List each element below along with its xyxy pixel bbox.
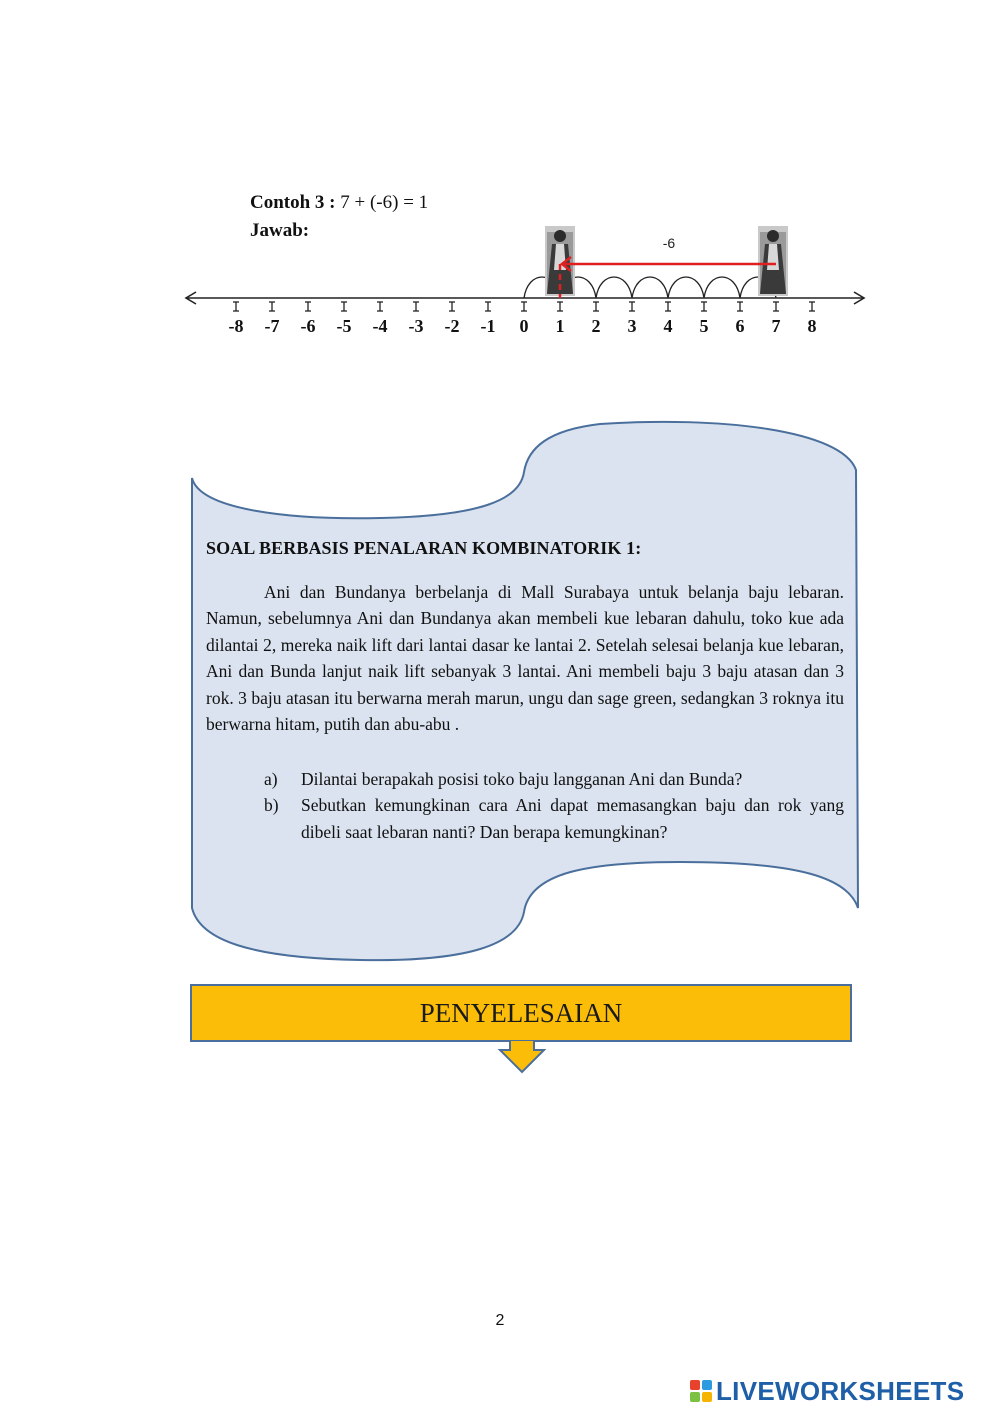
solution-label: PENYELESAIAN xyxy=(419,997,623,1028)
page-number: 2 xyxy=(495,1312,505,1329)
tick-label: 7 xyxy=(771,316,781,336)
brand-icon xyxy=(690,1380,712,1402)
problem-body: Ani dan Bundanya berbelanja di Mall Surabaya untuk belanja baju lebaran. Namun, sebelumnya Ani dan Bundanya akan membeli kue lebaran dahulu, toko kue ada dilantai 2, mereka naik lift dari lantai dasar ke lantai 2. Setelah selesai belanja kue lebaran, Ani dan Bunda lanjut naik lift sebanyak 3 lantai. Ani membeli baju 3 baju atasan dan 3 rok. 3 baju atasan itu berwarna merah marun, ungu dan sage green, sedangkan 3 roknya itu berwarna hitam, putih dan abu-abu . xyxy=(206,582,844,735)
question-marker: b) xyxy=(264,795,279,816)
tick-label: 8 xyxy=(807,316,817,336)
tick-label: 0 xyxy=(519,316,529,336)
tick-label: 3 xyxy=(627,316,637,336)
answer-label: Jawab: xyxy=(250,220,310,241)
tick-label: 2 xyxy=(591,316,601,336)
tick-label: -1 xyxy=(480,316,496,336)
tick-label: -6 xyxy=(300,316,316,336)
tick-label: 6 xyxy=(735,316,745,336)
example-title: Contoh 3 : xyxy=(250,192,336,213)
tick-label: 5 xyxy=(699,316,709,336)
tick-label: -2 xyxy=(444,316,460,336)
tick-label: -3 xyxy=(408,316,424,336)
question-text: Dilantai berapakah posisi toko baju langganan Ani dan Bunda? xyxy=(301,769,743,789)
tick-label: -7 xyxy=(264,316,280,336)
jump-label: -6 xyxy=(662,235,676,251)
problem-title: SOAL BERBASIS PENALARAN KOMBINATORIK 1: xyxy=(206,538,642,558)
brand-logo xyxy=(690,1374,964,1408)
tick-label: -5 xyxy=(336,316,352,336)
question-text: Sebutkan kemungkinan cara Ani dapat memasangkan baju dan rok yang dibeli saat lebaran nanti? Dan berapa kemungkinan? xyxy=(301,795,844,842)
brand-text: LIVEWORKSHEETS xyxy=(716,1375,965,1406)
tick-label: -4 xyxy=(372,316,388,336)
example-equation: 7 + (-6) = 1 xyxy=(340,192,429,213)
tick-label: -8 xyxy=(228,316,244,336)
question-marker: a) xyxy=(264,769,278,789)
tick-label: 4 xyxy=(663,316,673,336)
tick-label: 1 xyxy=(555,316,565,336)
